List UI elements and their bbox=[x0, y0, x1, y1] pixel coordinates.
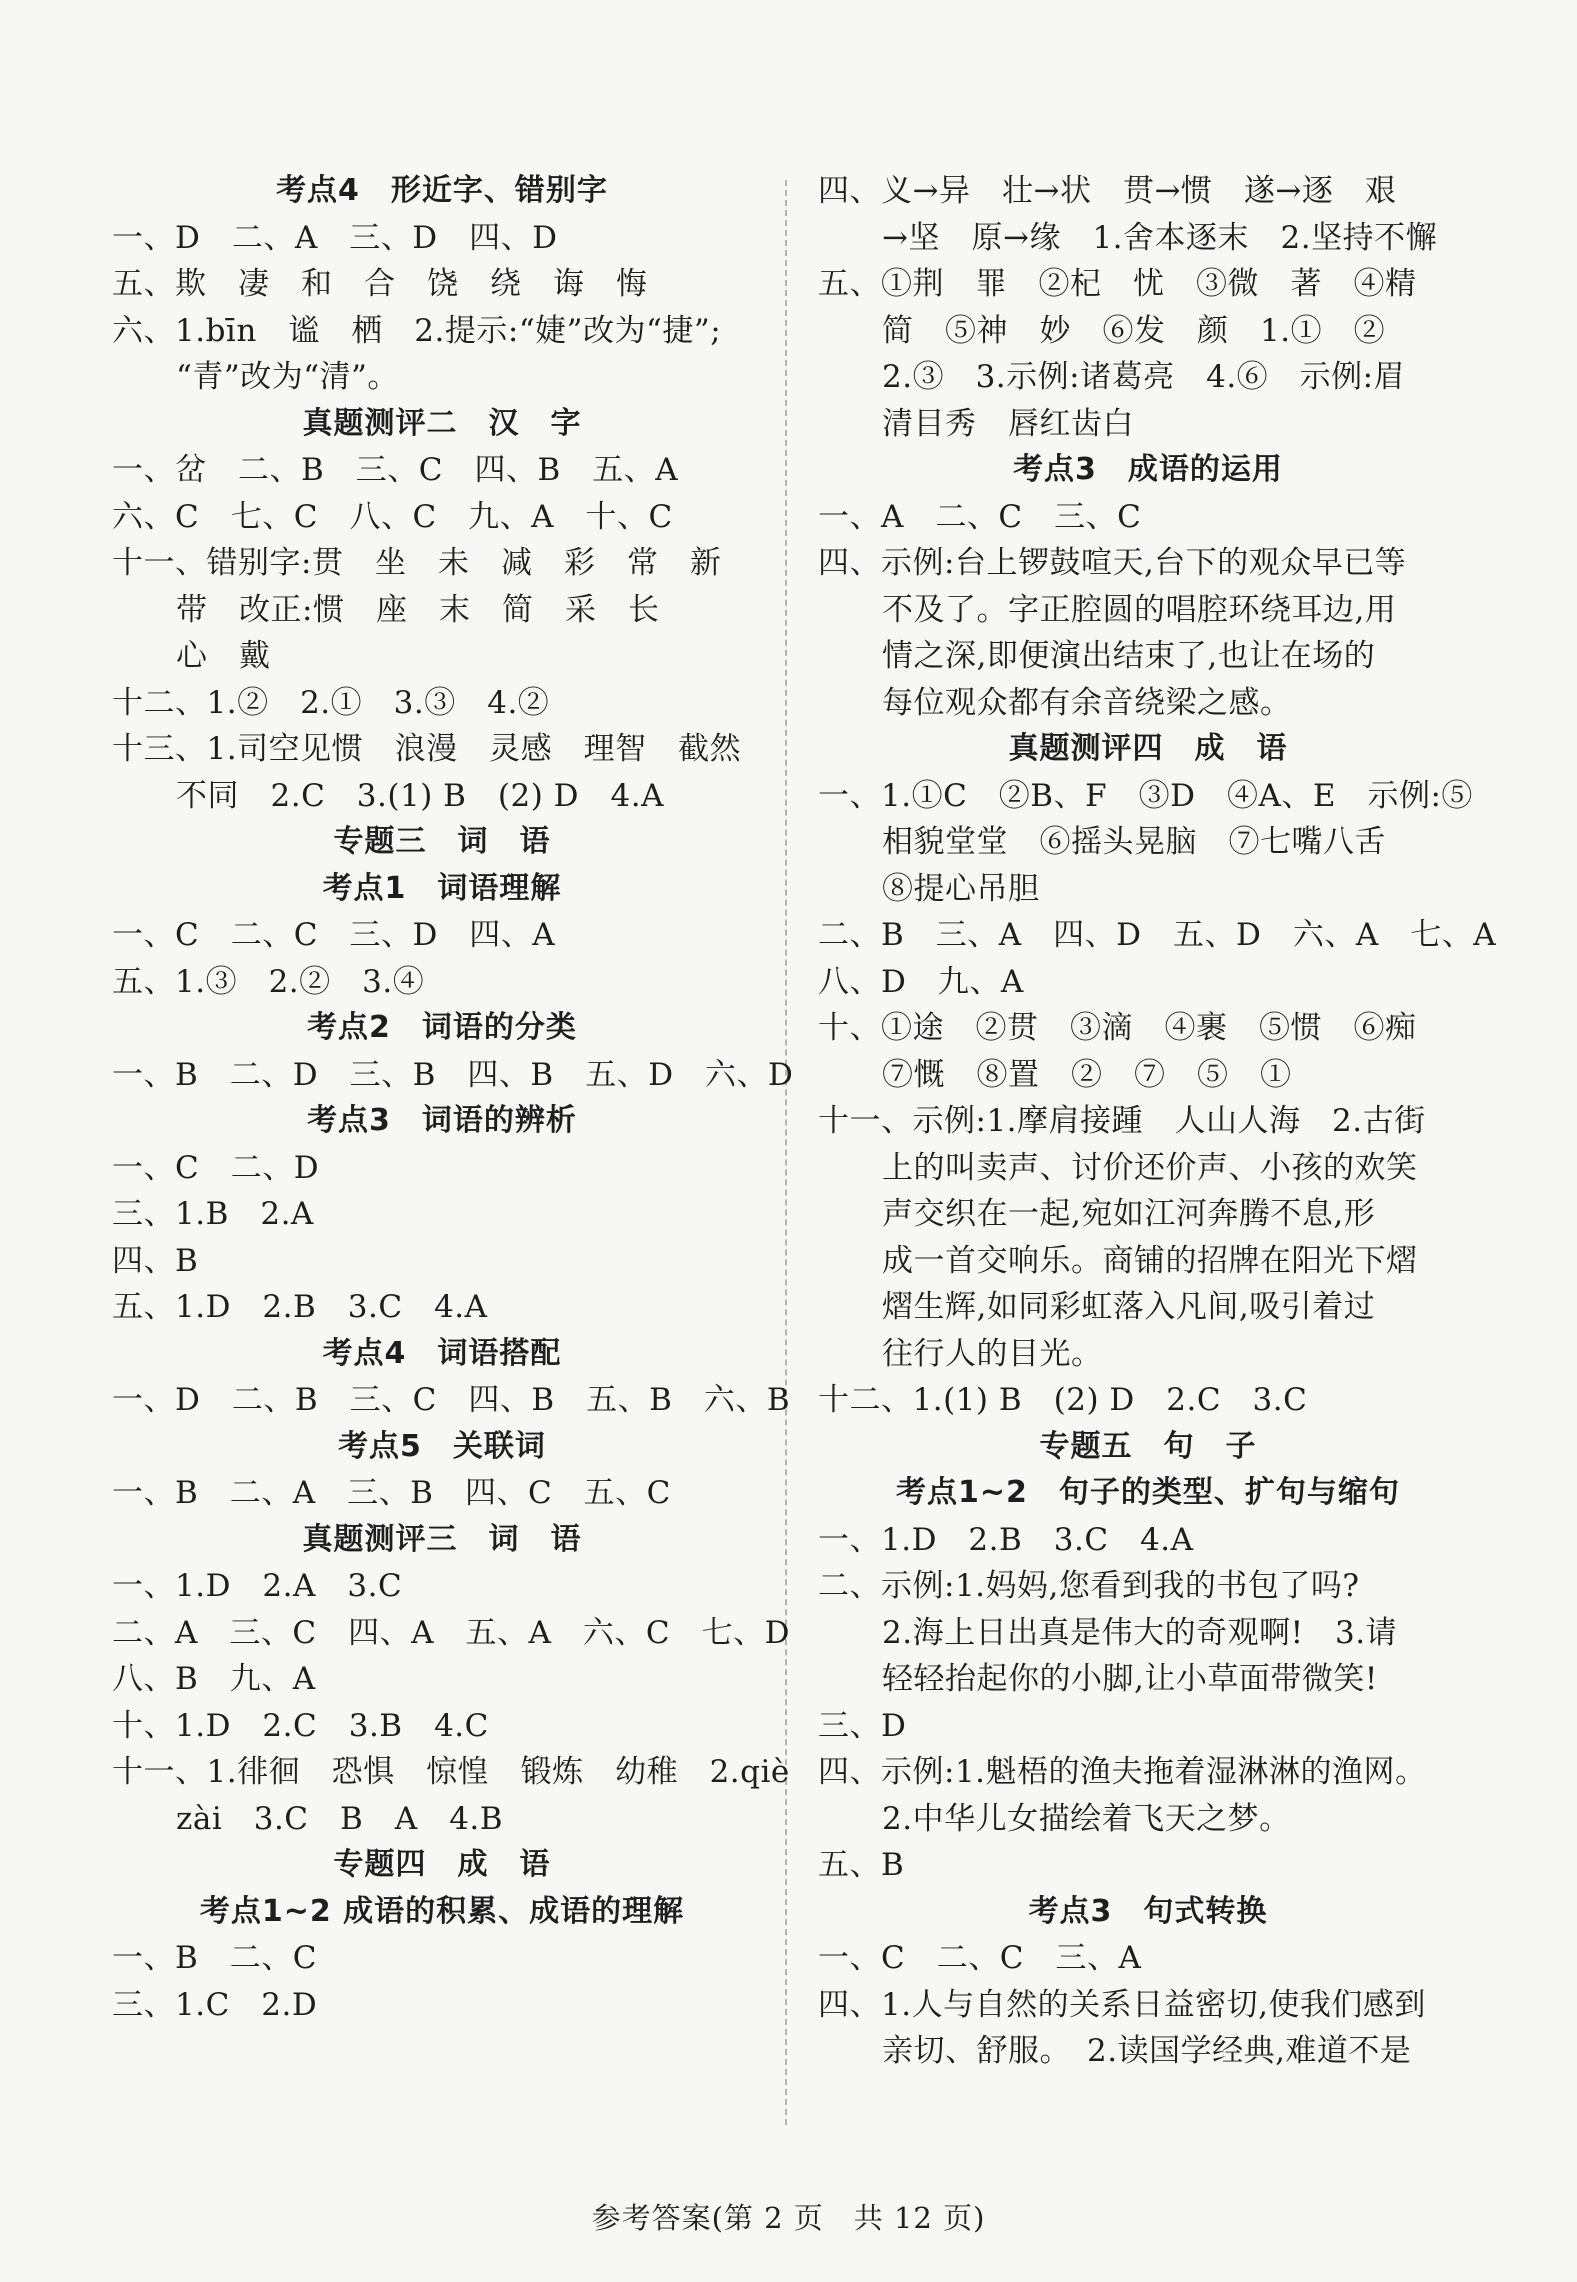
answer-line: 四、B bbox=[112, 1242, 199, 1279]
answer-line: 十一、1.徘徊 恐惧 惊惶 锻炼 幼稚 2.qiè bbox=[112, 1754, 790, 1790]
answer-line: 带 改正:惯 座 末 简 采 长 bbox=[176, 591, 660, 628]
section-heading: 考点1~2 成语的积累、成语的理解 bbox=[199, 1893, 685, 1929]
answer-line: zài 3.C B A 4.B bbox=[176, 1800, 504, 1837]
answer-line: 一、C 二、D bbox=[112, 1149, 320, 1186]
answer-line: 十二、1.(1) B (2) D 2.C 3.C bbox=[818, 1382, 1308, 1418]
section-heading: 考点4 形近字、错别字 bbox=[276, 173, 608, 208]
answer-line: 一、B 二、D 三、B 四、B 五、D 六、D bbox=[112, 1056, 794, 1093]
section-heading: 专题五 句 子 bbox=[1039, 1428, 1257, 1464]
section-heading: 考点1 词语理解 bbox=[322, 870, 562, 906]
answer-line: 十三、1.司空见惯 浪漫 灵感 理智 截然 bbox=[112, 731, 742, 767]
answer-line: 四、义→异 壮→状 贯→惯 遂→逐 艰 bbox=[818, 173, 1397, 209]
section-heading: 考点2 词语的分类 bbox=[307, 1010, 577, 1045]
answer-line: “青”改为“清”。 bbox=[176, 359, 399, 395]
answer-line: 四、示例:台上锣鼓喧天,台下的观众早已等 bbox=[818, 545, 1407, 581]
answer-line: ⑦慨 ⑧置 ② ⑦ ⑤ ① bbox=[882, 1056, 1292, 1093]
answer-line: 不同 2.C 3.(1) B (2) D 4.A bbox=[176, 777, 665, 814]
answer-line: 二、B 三、A 四、D 五、D 六、A 七、A bbox=[818, 917, 1497, 953]
answer-line: 2.③ 3.示例:诸葛亮 4.⑥ 示例:眉 bbox=[882, 359, 1406, 395]
section-heading: 考点1~2 句子的类型、扩句与缩句 bbox=[896, 1475, 1400, 1510]
answer-line: 二、示例:1.妈妈,您看到我的书包了吗? bbox=[818, 1568, 1360, 1604]
answer-line: 四、1.人与自然的关系日益密切,使我们感到 bbox=[818, 1986, 1426, 2023]
section-heading: 真题测评二 汉 字 bbox=[302, 405, 582, 441]
answer-line: 五、1.D 2.B 3.C 4.A bbox=[112, 1289, 488, 1325]
answer-line: 二、A 三、C 四、A 五、A 六、C 七、D bbox=[112, 1614, 790, 1651]
answer-line: 十一、错别字:贯 坐 未 减 彩 常 新 bbox=[112, 545, 722, 581]
page-footer: 参考答案(第 2 页 共 12 页) bbox=[591, 2201, 986, 2235]
answer-line: 一、C 二、C 三、D 四、A bbox=[112, 917, 556, 953]
section-heading: 专题四 成 语 bbox=[333, 1847, 551, 1882]
answer-line: 六、1.bīn 谧 栖 2.提示:“婕”改为“捷”; bbox=[112, 312, 722, 349]
answer-line: 不及了。字正腔圆的唱腔环绕耳边,用 bbox=[882, 591, 1397, 628]
answer-line: 八、D 九、A bbox=[818, 963, 1024, 1000]
answer-line: 一、1.①C ②B、F ③D ④A、E 示例:⑤ bbox=[818, 777, 1473, 814]
answer-line: 往行人的目光。 bbox=[882, 1335, 1103, 1372]
answer-line: 简 ⑤神 妙 ⑥发 颜 1.① ② bbox=[882, 312, 1386, 349]
answer-line: 亲切、舒服。 2.读国学经典,难道不是 bbox=[882, 2033, 1412, 2069]
answer-line: 十、①途 ②贯 ③滴 ④裹 ⑤惯 ⑥痴 bbox=[818, 1010, 1417, 1046]
answer-line: 四、示例:1.魁梧的渔夫拖着湿淋淋的渔网。 bbox=[818, 1754, 1427, 1790]
answer-line: →坚 原→缘 1.舍本逐末 2.坚持不懈 bbox=[882, 219, 1438, 256]
answer-line: 一、岔 二、B 三、C 四、B 五、A bbox=[112, 452, 679, 488]
answer-line: 熠生辉,如同彩虹落入凡间,吸引着过 bbox=[882, 1289, 1376, 1325]
answer-line: 五、欺 凄 和 合 饶 绕 诲 悔 bbox=[112, 266, 648, 302]
answer-line: ⑧提心吊胆 bbox=[882, 870, 1040, 907]
answer-line: 清目秀 唇红齿白 bbox=[882, 405, 1134, 442]
section-heading: 考点4 词语搭配 bbox=[322, 1335, 562, 1371]
answer-line: 三、1.C 2.D bbox=[112, 1986, 318, 2023]
answer-line: 六、C 七、C 八、C 九、A 十、C bbox=[112, 498, 673, 535]
answer-line: 一、D 二、A 三、D 四、D bbox=[112, 219, 558, 256]
answer-line: 相貌堂堂 ⑥摇头晃脑 ⑦七嘴八舌 bbox=[882, 824, 1386, 860]
section-heading: 专题三 词 语 bbox=[333, 824, 551, 859]
answer-line: 一、A 二、C 三、C bbox=[818, 498, 1142, 535]
answer-line: 一、1.D 2.B 3.C 4.A bbox=[818, 1521, 1194, 1558]
answer-line: 情之深,即便演出结束了,也让在场的 bbox=[882, 638, 1376, 674]
answer-line: 2.海上日出真是伟大的奇观啊! 3.请 bbox=[882, 1614, 1398, 1651]
answer-line: 一、C 二、C 三、A bbox=[818, 1940, 1142, 1976]
answer-line: 轻轻抬起你的小脚,让小草面带微笑! bbox=[882, 1661, 1378, 1697]
answer-line: 成一首交响乐。商铺的招牌在阳光下熠 bbox=[882, 1242, 1418, 1279]
answer-line: 一、B 二、A 三、B 四、C 五、C bbox=[112, 1475, 671, 1511]
answer-line: 声交织在一起,宛如江河奔腾不息,形 bbox=[882, 1196, 1376, 1232]
section-heading: 考点3 句式转换 bbox=[1028, 1893, 1268, 1929]
answer-line: 三、1.B 2.A bbox=[112, 1196, 314, 1232]
answer-line: 五、①荆 罪 ②杞 忧 ③微 著 ④精 bbox=[818, 266, 1417, 302]
section-heading: 真题测评三 词 语 bbox=[302, 1521, 582, 1557]
left-column bbox=[112, 168, 794, 2028]
column-divider bbox=[785, 180, 787, 2125]
answer-line: 一、B 二、C bbox=[112, 1940, 317, 1976]
answer-line: 十二、1.② 2.① 3.③ 4.② bbox=[112, 684, 550, 721]
section-heading: 真题测评四 成 语 bbox=[1008, 731, 1288, 766]
right-column bbox=[818, 168, 1497, 2075]
answer-line: 八、B 九、A bbox=[112, 1661, 316, 1697]
answer-line: 五、B bbox=[818, 1847, 905, 1883]
answer-line: 十、1.D 2.C 3.B 4.C bbox=[112, 1707, 489, 1744]
answer-line: 十一、示例:1.摩肩接踵 人山人海 2.古街 bbox=[818, 1103, 1426, 1139]
section-heading: 考点3 词语的辨析 bbox=[307, 1103, 577, 1138]
section-heading: 考点3 成语的运用 bbox=[1013, 452, 1283, 487]
answer-line: 上的叫卖声、讨价还价声、小孩的欢笑 bbox=[882, 1149, 1418, 1186]
answer-line: 五、1.③ 2.② 3.④ bbox=[112, 963, 425, 1000]
answer-line: 心 戴 bbox=[176, 638, 271, 674]
answer-line: 三、D bbox=[818, 1707, 907, 1744]
section-heading: 考点5 关联词 bbox=[338, 1428, 546, 1464]
answer-line: 一、1.D 2.A 3.C bbox=[112, 1568, 403, 1604]
answer-line: 一、D 二、B 三、C 四、B 五、B 六、B bbox=[112, 1382, 791, 1418]
answer-line: 每位观众都有余音绕梁之感。 bbox=[882, 684, 1292, 721]
answer-line: 2.中华儿女描绘着飞天之梦。 bbox=[882, 1800, 1291, 1837]
